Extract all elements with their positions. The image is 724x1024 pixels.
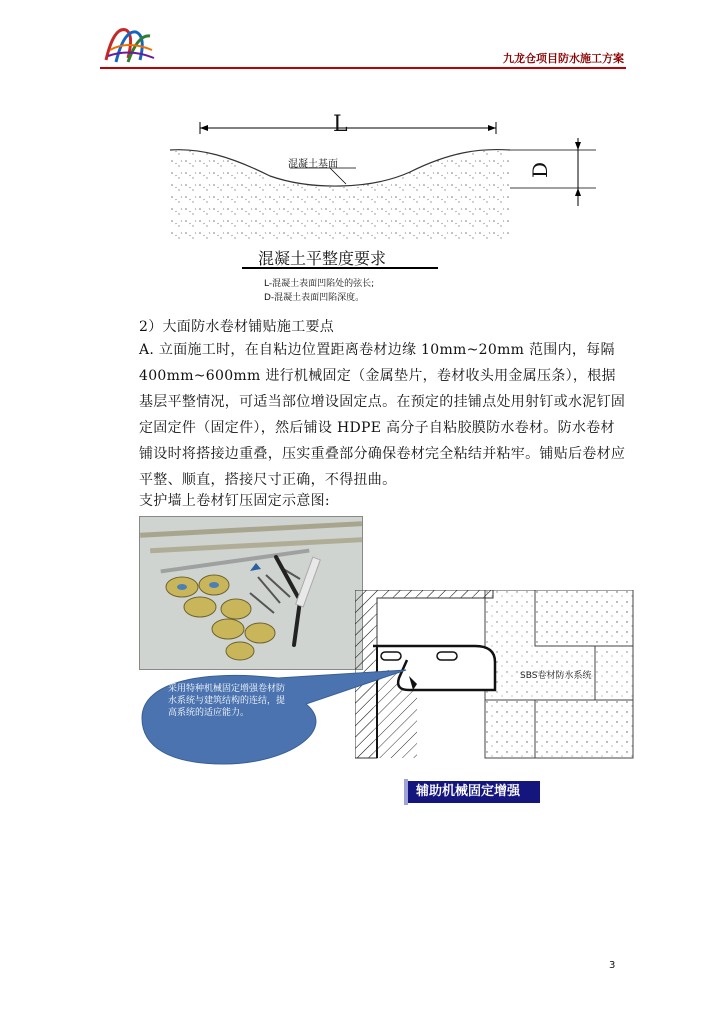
page-number: 3 xyxy=(609,960,616,971)
body-paragraph: A. 立面施工时，在自粘边位置距离卷材边缘 10mm~20mm 范围内，每隔 400mm~600mm 进行机械固定（金属垫片，卷材收头用金属压条），根据基层平整情况，可适当部位增设固定点。在预定的挂铺点处用射钉或水泥钉固定固定件（固定件），然后铺设 HDPE 高分子自粘胶膜防水卷材。防水卷材铺设时将搭接边重叠，压实重叠部分确保卷材完全粘结并粘牢。铺贴后卷材应平整、顺直，搭接尺寸正确，不得扭曲。 xyxy=(139,342,626,488)
header-title: 九龙仓项目防水施工方案 xyxy=(503,52,624,65)
legend-D: D-混凝土表面凹陷深度。 xyxy=(264,293,365,303)
concrete-base-label: 混凝土基面 xyxy=(288,159,338,170)
reinforcement-banner: 辅助机械固定增强 xyxy=(408,781,540,803)
sbs-system-label: SBS卷材防水系统 xyxy=(520,671,592,681)
section-heading: 2）大面防水卷材铺贴施工要点 xyxy=(139,319,335,335)
figure-title: 混凝土平整度要求 xyxy=(258,249,387,268)
dimension-D-label: D xyxy=(528,161,553,179)
header-rule xyxy=(100,67,626,69)
dimension-L-label: L xyxy=(333,112,348,137)
figure-caption: 支护墙上卷材钉压固定示意图: xyxy=(139,493,330,509)
callout-text: 采用特种机械固定增强卷材防水系统与建筑结构的连结，提高系统的适应能力。 xyxy=(168,684,286,718)
legend-L: L-混凝土表面凹陷处的弦长; xyxy=(264,279,375,289)
company-logo xyxy=(104,20,156,64)
flatness-diagram xyxy=(170,110,610,310)
hardware-photo xyxy=(139,516,363,670)
